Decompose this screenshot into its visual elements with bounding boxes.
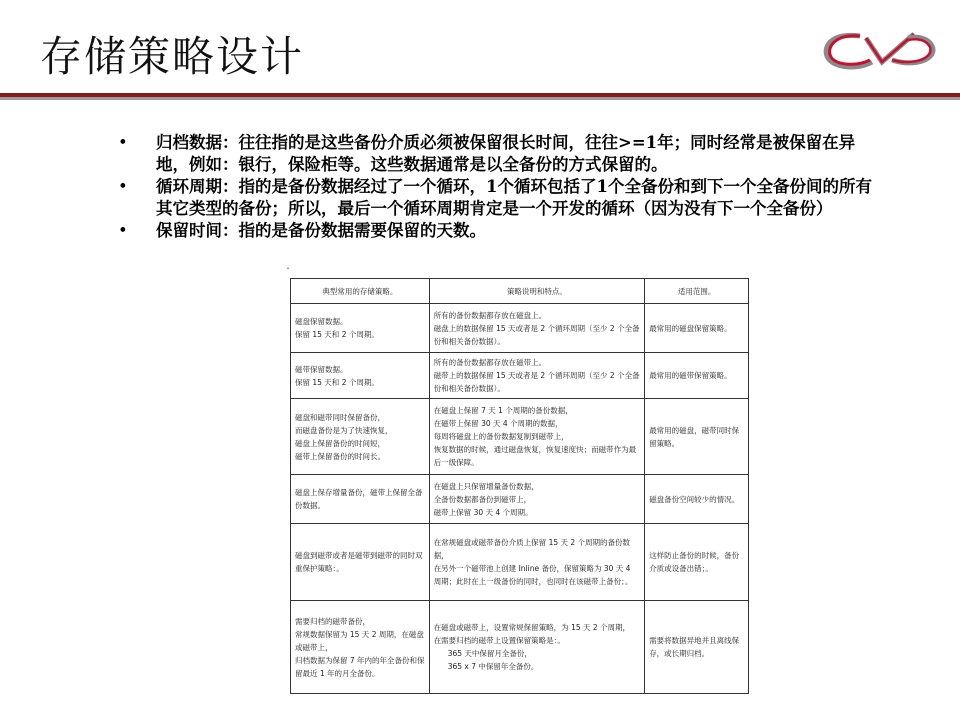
table-cell-c2: [429, 353, 645, 399]
bullet-mark: •: [118, 133, 128, 152]
table-cell-c1: [291, 475, 430, 524]
cell-line: 所有的备份数据都存放在磁盘上。: [433, 310, 547, 320]
table-cell-c3: [645, 475, 749, 524]
cell-line: 在需要归档的磁带上设置保留策略是：。: [433, 636, 565, 645]
cell-line: 归档数据为保留 7 年内的年全备份和保留最近 1 年的月全备份。: [295, 655, 425, 678]
cell-line: 恢复数据的时候，通过磁盘恢复，恢复速度快；而磁带作为最后一级保障。: [433, 445, 637, 467]
strategy-table: [290, 278, 749, 694]
cell-line: 磁带保留数据。: [295, 364, 348, 374]
cell-line: 磁带上的数据保留 15 天或者是 2 个循环周期（至少 2 个全备份和相关备份数据）。: [433, 371, 640, 393]
bullet-mark: •: [118, 221, 128, 240]
cell-line: 在另外一个磁带池上创建 Inline 备份，保留策略为 30 天 4 周期；此时在上一级备份的同时，也同时在该磁带上备份；。: [433, 564, 633, 586]
cell-line: 磁盘上保存增量备份，磁带上保留全备份数据。: [295, 488, 423, 510]
table-cell-c3: [645, 399, 749, 475]
table-cell-c3: [645, 353, 749, 399]
cell-line: 最常用的磁带保留策略。: [649, 371, 732, 380]
cell-line: 保留 15 天和 2 个周期。: [295, 377, 379, 387]
table-cell-c1: [291, 353, 430, 399]
bullet-mark: •: [118, 177, 128, 196]
cell-line: 在磁带上保留 30 天 4 个周期的数据，: [433, 419, 563, 428]
table-row: [291, 353, 749, 399]
header-scope: 适用范围。: [645, 279, 749, 304]
bullet-item: [118, 220, 878, 242]
strategy-table-image: [286, 267, 752, 694]
bullet-text: 循环周期：指的是备份数据经过了一个循环，1个循环包括了1个全备份和到下一个全备份间的所有其它类型的备份；所以，最后一个循环周期肯定是一个开发的循环（因为没有下一个全备份）: [156, 177, 872, 218]
table-row: [291, 524, 749, 601]
table-cell-c3: [645, 524, 749, 601]
bullet-item: [118, 132, 878, 176]
table-row: [291, 304, 749, 353]
cell-line: 磁带上保留 30 天 4 个周期。: [433, 507, 533, 517]
bullet-list: [118, 132, 878, 242]
cv-logo-icon: [820, 28, 942, 74]
cell-line: 最常用的磁盘，磁带同时保留策略。: [649, 425, 740, 448]
table-cell-c3: [645, 304, 749, 353]
cell-line: 磁盘保留数据。: [295, 317, 348, 326]
table-cell-c2: [429, 304, 645, 353]
table-cell-c1: [291, 524, 430, 601]
cell-line: 所有的备份数据都存放在磁带上。: [433, 358, 547, 367]
table-row: [291, 601, 749, 694]
cell-line: 常规数据保留为 15 天 2 周期，在磁盘或磁带上，: [295, 629, 424, 652]
table-cell-c2: [429, 601, 645, 694]
table-header-row: [291, 279, 749, 304]
table-cell-c2: [429, 475, 645, 524]
table-cell-c1: [291, 304, 430, 353]
bullet-item: [118, 176, 878, 220]
cell-line: 磁盘备份空间较少的情况。: [649, 494, 740, 504]
cell-line: 磁带上保留备份的时间长。: [295, 451, 385, 461]
header-typical-strategy: 典型常用的存储策略。: [291, 279, 430, 304]
cell-line: 在磁盘上只保留增量备份数据，: [433, 481, 539, 491]
cell-line: 磁盘到磁带或者是磁带到磁带的同时双重保护策略：。: [295, 551, 423, 573]
cell-line: 需要归档的磁带备份，: [295, 616, 370, 626]
cell-line: 在常规磁盘或磁带备份介质上保留 15 天 2 个周期的备份数据，: [433, 538, 631, 560]
cell-line: 保留 15 天和 2 个周期。: [295, 330, 379, 339]
header-description: 策略说明和特点。: [429, 279, 645, 304]
cell-line: 磁盘上保留备份的时间短，: [295, 438, 385, 448]
bullet-text: 保留时间：指的是备份数据需要保留的天数。: [156, 221, 486, 240]
cell-line: 磁盘和磁带同时保留备份，: [295, 412, 385, 422]
corner-mark: ˇ: [286, 267, 290, 276]
table-cell-c2: [429, 524, 645, 601]
cell-line: 而磁盘备份是为了快速恢复，: [295, 425, 393, 435]
cell-line: 需要将数据异地并且离线保存，或长期归档。: [649, 636, 740, 658]
table-cell-c1: [291, 399, 430, 475]
cell-line: 磁盘上的数据保留 15 天或者是 2 个循环周期（至少 2 个全备份和相关备份数据）。: [433, 323, 640, 346]
cell-line: 这样防止备份的时候，备份介质或设备出错；。: [649, 551, 740, 573]
table-row: [291, 475, 749, 524]
cell-line: 最常用的磁盘保留策略。: [649, 323, 732, 333]
cell-line: 全备份数据都备份到磁带上，: [433, 494, 532, 504]
header-rule-shadow: [0, 97, 960, 100]
cell-line: 在磁盘上保留 7 天 1 个周期的备份数据，: [433, 406, 573, 415]
table-cell-c1: [291, 601, 430, 694]
cell-subline: 365 天中保留月全备份，: [447, 649, 532, 658]
cell-line: 在磁盘或磁带上，设置常规保留策略，为 15 天 2 个周期，: [433, 623, 631, 632]
table-row: [291, 399, 749, 475]
table-cell-c3: [645, 601, 749, 694]
bullet-text: 归档数据：往往指的是这些备份介质必须被保留很长时间，往往>=1年；同时经常是被保留在异地，例如：银行，保险柜等。这些数据通常是以全备份的方式保留的。: [156, 133, 856, 174]
cell-subline: 365 x 7 中保留年全备份。: [447, 662, 539, 671]
page-title: 存储策略设计: [40, 32, 305, 81]
cell-line: 每周将磁盘上的备份数据复制到磁带上，: [433, 432, 569, 441]
table-cell-c2: [429, 399, 645, 475]
